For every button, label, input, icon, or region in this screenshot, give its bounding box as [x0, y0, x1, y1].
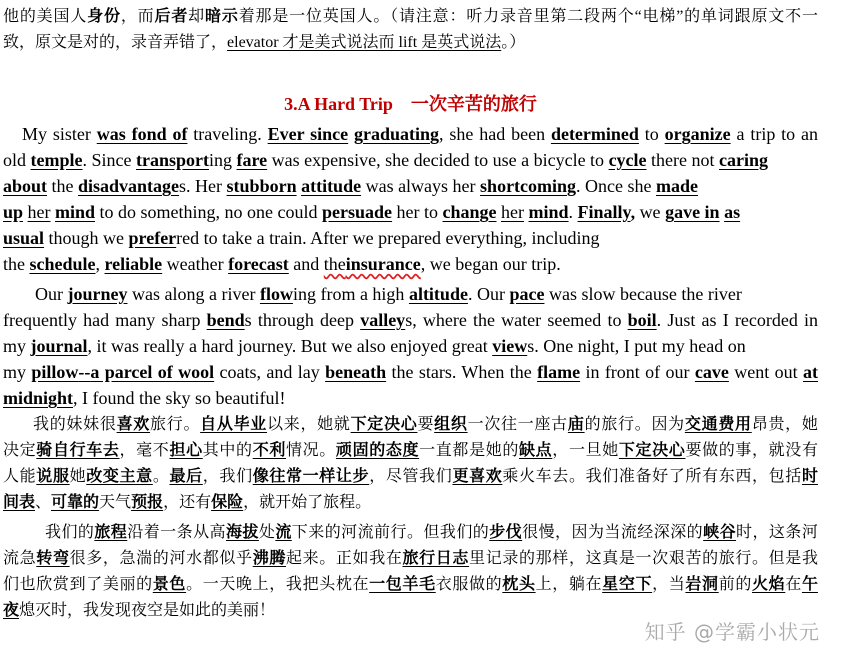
text-run: s through deep: [244, 310, 361, 330]
key-term: gave in: [665, 202, 720, 222]
text-line: [3, 359, 818, 385]
text-line: [3, 546, 818, 572]
text-run: ，而: [120, 8, 155, 25]
key-term: prefer: [128, 228, 177, 248]
text-run: ,: [95, 254, 105, 274]
key-term: made: [656, 176, 699, 196]
key-term: 保险: [211, 494, 244, 511]
text-run: 要做的事，就没有: [685, 442, 818, 459]
text-run: My sister: [22, 124, 97, 144]
text-line: [3, 464, 818, 490]
text-line: [3, 30, 818, 56]
text-run: to: [638, 124, 665, 144]
key-term: reliable: [104, 254, 163, 274]
text-line: [3, 490, 818, 516]
text-run: 的旅行。因为: [584, 416, 685, 433]
text-line: [3, 225, 818, 251]
key-term: 星空下: [602, 576, 653, 593]
key-term: 火焰: [752, 576, 786, 593]
text-run: was slow because the river: [544, 284, 742, 304]
text-run: 衣服做的: [435, 576, 503, 593]
text-run: went out: [728, 362, 803, 382]
key-term: disadvantage: [78, 176, 180, 196]
text-line: [3, 173, 818, 199]
text-line: [3, 385, 818, 411]
text-run: 其中的: [202, 442, 253, 459]
key-term: 流: [275, 524, 292, 541]
text-run: 昂贵，她: [751, 416, 818, 433]
key-term: --: [78, 362, 91, 382]
text-run: 以来，她就: [267, 416, 351, 433]
text-line: [3, 438, 818, 464]
key-term: at: [803, 362, 818, 382]
passage-title: 3.A Hard Trip 一次辛苦的旅行: [284, 94, 537, 114]
key-term: change: [442, 202, 497, 222]
text-run: ，还有: [163, 494, 212, 511]
text-run: ，就开始了旅程。: [243, 494, 372, 511]
chinese-paragraph-2: [3, 520, 818, 624]
key-term: 峡谷: [703, 524, 737, 541]
text-run: 他的美国人: [3, 8, 88, 25]
text-run: 乘火车去。我们准备好了所有东西，包括: [502, 468, 802, 485]
bold-text: 后者: [154, 8, 189, 25]
text-run: ，毫不: [119, 442, 170, 459]
text-line: [3, 251, 818, 277]
key-term: boil: [627, 310, 657, 330]
text-run: my: [3, 362, 32, 382]
key-term: usual: [3, 228, 45, 248]
text-run: coats, and lay: [214, 362, 326, 382]
text-run: 处: [258, 524, 276, 541]
key-term: cycle: [608, 150, 647, 170]
text-run: traveling.: [187, 124, 268, 144]
text-run: 沿着一条从高: [127, 524, 226, 541]
text-run: 她: [69, 468, 87, 485]
key-term: bend: [206, 310, 245, 330]
text-run: 。）: [501, 34, 526, 51]
text-run: 前的: [718, 576, 752, 593]
text-run: 一次往一座古: [467, 416, 568, 433]
key-term: shortcoming: [480, 176, 577, 196]
text-run: 人能: [3, 468, 37, 485]
text-run: ing from a high: [292, 284, 409, 304]
text-run: , it was really a hard journey. But we also enjoyed great: [87, 336, 493, 356]
key-term: 旅行日志: [402, 550, 470, 567]
key-term: about: [3, 176, 48, 196]
text-run: 我们的: [45, 524, 95, 541]
key-term: 喜欢: [116, 416, 151, 433]
bold-text: 身份: [87, 8, 121, 25]
text-line: [3, 199, 818, 225]
text-run: 。: [152, 468, 170, 485]
text-run: was along a river: [127, 284, 260, 304]
key-term: as: [724, 202, 741, 222]
text-run: 们也欣赏到了美丽的: [3, 576, 153, 593]
text-run: to do something, no one could: [95, 202, 323, 222]
text-line: [3, 333, 818, 359]
text-line: [3, 4, 818, 30]
text-run: 着那是一位英国人。（请注意：听力录音里第二段两个“电梯”的单词跟原文不一: [238, 8, 818, 25]
text-run: her to: [392, 202, 443, 222]
text-run: , she had been: [439, 124, 551, 144]
text-run: the: [47, 176, 79, 196]
text-run: 在: [785, 576, 802, 593]
key-term: journal: [30, 336, 88, 356]
key-term: midnight: [3, 388, 74, 408]
key-term: 沸腾: [252, 550, 286, 567]
key-term: was fond of: [96, 124, 188, 144]
key-term: transport: [136, 150, 209, 170]
key-term: 景色: [152, 576, 187, 593]
key-term: schedule: [29, 254, 96, 274]
text-run: we: [635, 202, 666, 222]
text-run: . Our: [467, 284, 510, 304]
key-term: temple: [30, 150, 83, 170]
key-term: flame: [537, 362, 581, 382]
bold-text: 暗示: [205, 8, 239, 25]
underlined-text: her: [27, 202, 51, 222]
key-term: forecast: [228, 254, 289, 274]
text-run: ，当: [652, 576, 686, 593]
text-run: 里记录的那样，这真是一次艰苦的旅行。但是我: [469, 550, 818, 567]
key-term: pace: [509, 284, 545, 304]
key-term: attitude: [301, 176, 362, 196]
key-term: cave: [694, 362, 729, 382]
zhihu-watermark: 知乎 @学霸小状元: [644, 620, 820, 644]
key-term: mind: [55, 202, 96, 222]
text-run: . Just as I recorded in: [656, 310, 819, 330]
text-run: 、: [35, 494, 52, 511]
text-line: [3, 147, 818, 173]
text-line: [3, 281, 818, 307]
text-run: my: [3, 336, 31, 356]
text-line: [3, 520, 818, 546]
text-line: [3, 412, 818, 438]
key-term: Ever since: [267, 124, 349, 144]
text-run: ，尽管我们: [369, 468, 453, 485]
key-term: 组织: [434, 416, 468, 433]
text-run: , I found the sky so beautiful!: [73, 388, 286, 408]
text-run: , we began our trip.: [420, 254, 561, 274]
text-run: in front of our: [580, 362, 695, 382]
key-term: caring: [719, 150, 769, 170]
text-run: 要: [417, 416, 435, 433]
key-term: 改变主意: [86, 468, 153, 485]
chinese-paragraph-1: [3, 412, 818, 516]
text-run: though we: [44, 228, 129, 248]
text-run: 致，原文是对的，录音弄错了，: [3, 34, 228, 51]
text-run: s, where the water seemed to: [405, 310, 628, 330]
key-term: 海拔: [225, 524, 259, 541]
text-run: 一直都是她的: [419, 442, 519, 459]
text-line: [3, 307, 818, 333]
key-term: persuade: [322, 202, 393, 222]
text-run: 情况。: [285, 442, 336, 459]
key-term: 旅程: [94, 524, 128, 541]
text-run: ，我们: [202, 468, 253, 485]
underlined-text: elevator 才是美式说法而 lift 是英式说法: [227, 34, 502, 51]
key-term: 预报: [131, 494, 164, 511]
key-term: 最后: [169, 468, 203, 485]
text-run: 旅行。: [150, 416, 201, 433]
key-term: organize: [664, 124, 731, 144]
text-run: was expensive, she decided to use a bicycle to: [267, 150, 609, 170]
key-term: flow: [259, 284, 293, 304]
underlined-text: her: [501, 202, 525, 222]
key-term: up: [3, 202, 24, 222]
key-term: valley: [360, 310, 406, 330]
text-run: the stars. When the: [386, 362, 538, 382]
text-run: 很慢，因为当流经深深的: [522, 524, 704, 541]
bold-text: ,: [630, 202, 636, 222]
key-term: 说服: [36, 468, 70, 485]
key-term: a parcel of wool: [90, 362, 215, 382]
key-term: journey: [67, 284, 128, 304]
text-run: . Once she: [576, 176, 657, 196]
text-run: 下来的河流前行。但我们的: [291, 524, 490, 541]
text-run: and: [288, 254, 324, 274]
text-run: 却: [188, 8, 206, 25]
text-run: s. One night, I put my head on: [527, 336, 746, 356]
key-term: 交通费用: [684, 416, 752, 433]
text-run: weather: [162, 254, 229, 274]
key-term: 自从毕业: [200, 416, 268, 433]
key-term: 缺点: [519, 442, 553, 459]
key-term: 午: [801, 576, 818, 593]
text-run: was always her: [361, 176, 481, 196]
key-term: 一包羊毛: [369, 576, 436, 593]
spellcheck-flagged-text: insurance: [345, 254, 421, 274]
key-term: 岩洞: [685, 576, 719, 593]
text-run: .: [568, 202, 578, 222]
text-run: 上，躺在: [535, 576, 603, 593]
text-run: ，一旦她: [552, 442, 619, 459]
text-run: 很多，急湍的河水都似乎: [69, 550, 253, 567]
text-run: 决定: [3, 442, 37, 459]
key-term: mind: [528, 202, 569, 222]
text-run: 。一天晚上，我把头枕在: [186, 576, 370, 593]
text-run: s. Her: [179, 176, 227, 196]
key-term: altitude: [408, 284, 468, 304]
key-term: 枕头: [502, 576, 536, 593]
text-run: 我的妹妹很: [33, 416, 117, 433]
key-term: 可靠的: [51, 494, 100, 511]
text-run: frequently had many sharp: [3, 310, 207, 330]
text-run: a trip to an: [730, 124, 819, 144]
key-term: stubborn: [226, 176, 297, 196]
key-term: graduating: [354, 124, 440, 144]
text-run: the: [3, 254, 30, 274]
text-run: 天气: [99, 494, 132, 511]
key-term: 更喜欢: [452, 468, 503, 485]
key-term: determined: [550, 124, 639, 144]
key-term: pillow: [31, 362, 79, 382]
text-run: . Since: [82, 150, 136, 170]
spellcheck-flagged-text: the: [323, 254, 346, 274]
key-term: 顽固的态度: [335, 442, 420, 459]
english-paragraph-2: [3, 281, 818, 411]
key-term: 下定决心: [618, 442, 686, 459]
text-run: there not: [646, 150, 720, 170]
text-run: 起来。正如我在: [285, 550, 403, 567]
key-term: 骑自行车去: [36, 442, 120, 459]
key-term: 步伐: [489, 524, 523, 541]
english-paragraph-1: [3, 121, 818, 277]
text-line: [3, 121, 818, 147]
key-term: beneath: [325, 362, 387, 382]
key-term: 夜: [3, 602, 20, 619]
text-run: red to take a train. After we prepared everything, including: [176, 228, 600, 248]
text-run: 流急: [3, 550, 37, 567]
text-run: old: [3, 150, 31, 170]
key-term: view: [492, 336, 528, 356]
text-run: 熄灭时，我发现夜空是如此的美丽！: [19, 602, 276, 619]
intro-paragraph: [3, 4, 818, 56]
text-run: 时，这条河: [736, 524, 818, 541]
text-line: [3, 572, 818, 598]
key-term: 担心: [169, 442, 203, 459]
key-term: 庙: [567, 416, 585, 433]
text-run: Our: [35, 284, 68, 304]
key-term: 像往常一样让步: [252, 468, 370, 485]
key-term: 下定决心: [350, 416, 418, 433]
key-term: 间表: [3, 494, 36, 511]
key-term: 不利: [252, 442, 286, 459]
key-term: fare: [236, 150, 268, 170]
key-term: Finally: [577, 202, 631, 222]
key-term: 转弯: [36, 550, 70, 567]
key-term: 时: [801, 468, 818, 485]
text-run: ing: [209, 150, 237, 170]
